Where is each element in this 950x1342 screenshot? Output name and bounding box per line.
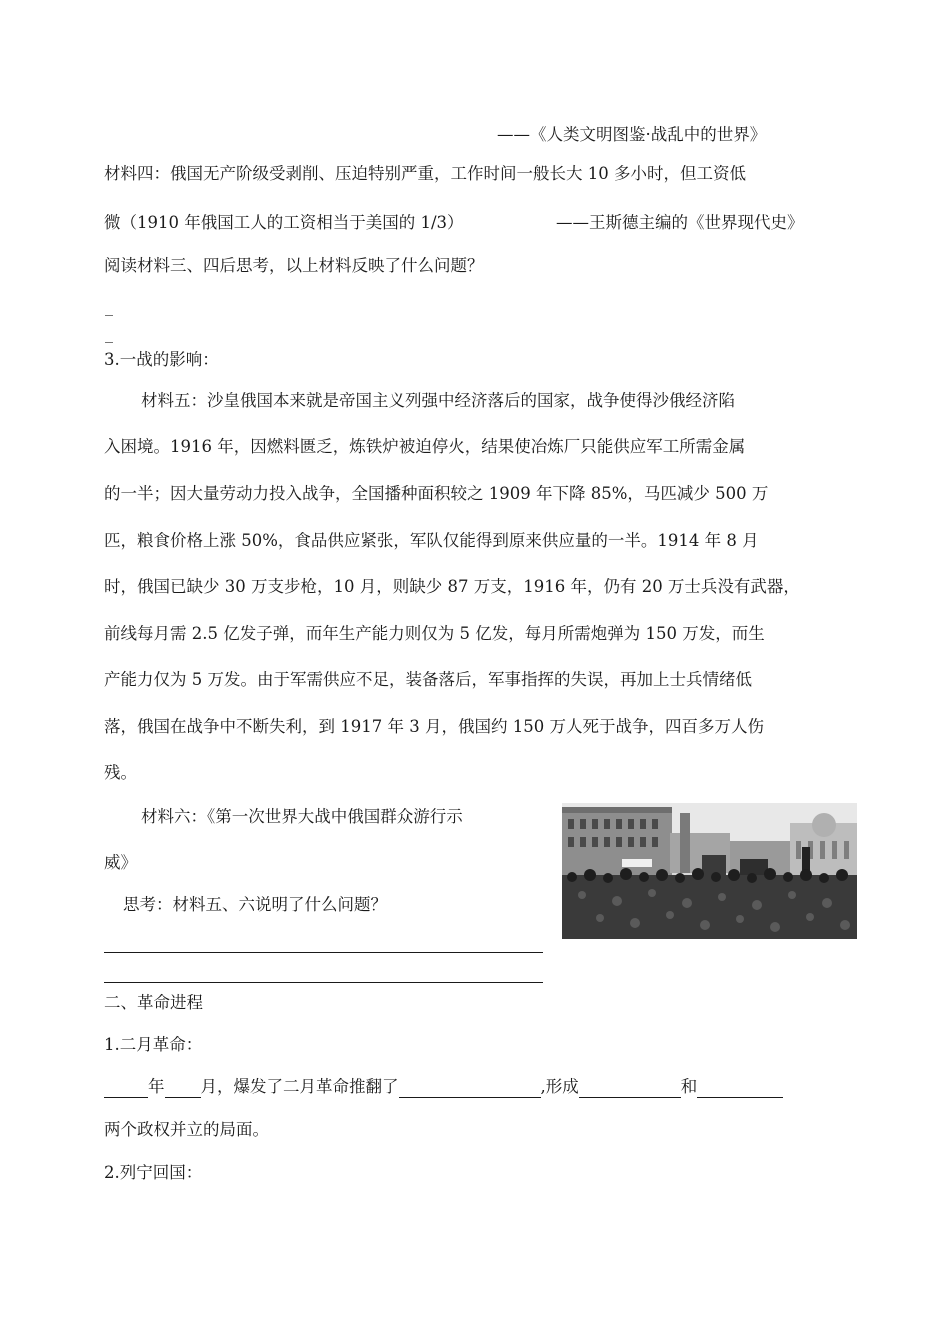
demonstration-photo-graphic: [562, 803, 857, 939]
blank-regime-2[interactable]: [697, 1079, 783, 1098]
material5-line: 的一半；因大量劳动力投入战争，全国播种面积较之 1909 年下降 85%，马匹减少 500 万: [104, 484, 769, 503]
question-materials-5-6: 思考：材料五、六说明了什么问题？: [123, 895, 387, 914]
material4-source: ——王斯德主编的《世界现代史》: [556, 213, 804, 232]
material5-line: 匹，粮食价格上涨 50%，食品供应紧张，军队仅能得到原来供应量的一半。1914 年 8 月: [104, 531, 759, 550]
fill-text-formed: ,形成: [540, 1077, 579, 1096]
lenin-return-heading: 2.列宁回国：: [104, 1163, 203, 1182]
feb-revolution-heading: 1.二月革命：: [104, 1035, 203, 1054]
section3-heading: 3.一战的影响：: [104, 350, 219, 369]
material4-line1: 材料四：俄国无产阶级受剥削、压迫特别严重，工作时间一般长大 10 多小时，但工资低: [104, 164, 746, 183]
material5-line: 残。: [104, 763, 137, 782]
answer-mark-1: _: [105, 297, 113, 316]
question-materials-3-4: 阅读材料三、四后思考，以上材料反映了什么问题？: [104, 256, 484, 275]
feb-revolution-fill-line: [104, 1076, 783, 1098]
material4-line2: [104, 212, 804, 234]
feb-revolution-line2: 两个政权并立的局面。: [104, 1120, 269, 1139]
material4-line2-text: 微（1910 年俄国工人的工资相当于美国的 1/3）: [104, 213, 464, 232]
material6-line1: 材料六：《第一次世界大战中俄国群众游行示: [141, 807, 463, 826]
material6-line2: 威》: [104, 853, 137, 872]
answer-line-1[interactable]: [104, 952, 543, 953]
fill-text-year: 年: [148, 1077, 165, 1096]
blank-month[interactable]: [165, 1079, 201, 1098]
material5-line: 材料五：沙皇俄国本来就是帝国主义列强中经济落后的国家，战争使得沙俄经济陷: [141, 391, 735, 410]
part2-heading: 二、革命进程: [104, 993, 203, 1012]
source-citation: ——《人类文明图鉴·战乱中的世界》: [497, 125, 767, 144]
material5-line: 前线每月需 2.5 亿发子弹，而年生产能力则仅为 5 亿发，每月所需炮弹为 150 万发，而生: [104, 624, 765, 643]
fill-text-and: 和: [680, 1077, 698, 1096]
blank-overthrown[interactable]: [399, 1079, 541, 1098]
answer-line-2[interactable]: [104, 982, 543, 983]
demonstration-photo: [562, 803, 857, 939]
material5-line: 时，俄国已缺少 30 万支步枪，10 月，则缺少 87 万支，1916 年，仍有 20 万士兵没有武器，: [104, 577, 800, 596]
blank-regime-1[interactable]: [579, 1079, 681, 1098]
answer-mark-2: _: [105, 324, 113, 343]
material5-line: 产能力仅为 5 万发。由于军需供应不足，装备落后，军事指挥的失误，再加上士兵情绪低: [104, 670, 752, 689]
material5-line: 落，俄国在战争中不断失利，到 1917 年 3 月，俄国约 150 万人死于战争，四百多万人伤: [104, 717, 764, 736]
fill-text-overthrew: 月，爆发了二月革命推翻了: [200, 1077, 399, 1096]
material5-line: 入困境。1916 年，因燃料匮乏，炼铁炉被迫停火，结果使冶炼厂只能供应军工所需金属: [104, 437, 746, 456]
blank-year[interactable]: [104, 1079, 148, 1098]
